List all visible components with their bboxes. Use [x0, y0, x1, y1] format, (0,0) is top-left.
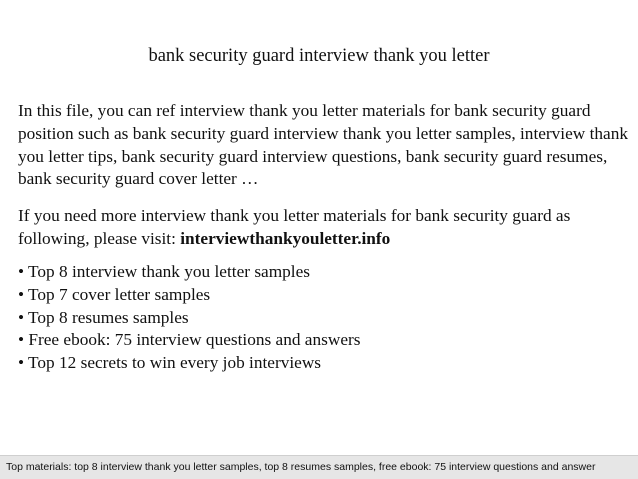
intro-paragraph: In this file, you can ref interview thank you letter materials for bank security guard position such as bank security guard interview thank you letter samples, interview thank you letter tips, bank security guard interview questions, bank security guard resumes, bank security guard cover letter … — [18, 101, 628, 189]
list-item: • Free ebook: 75 interview questions and answers — [18, 330, 361, 350]
list-item: • Top 8 interview thank you letter samples — [18, 262, 311, 281]
website-link[interactable]: interviewthankyouletter.info — [180, 228, 391, 248]
list-item: • Top 12 secrets to win every job interviews — [18, 353, 322, 373]
more-info-text: If you need more interview thank you letter materials for bank security guard as following, please visit: — [18, 206, 571, 248]
footer-bar: Top materials: top 8 interview thank you letter samples, top 8 resumes samples, free ebook: 75 interview questions and answer — [0, 455, 638, 479]
list-item: • Top 8 resumes samples — [18, 307, 189, 327]
more-info-paragraph — [18, 205, 630, 251]
page-title: bank security guard interview thank you letter — [148, 46, 490, 66]
list-item: • Top 7 cover letter samples — [18, 284, 211, 304]
materials-list — [18, 261, 630, 375]
